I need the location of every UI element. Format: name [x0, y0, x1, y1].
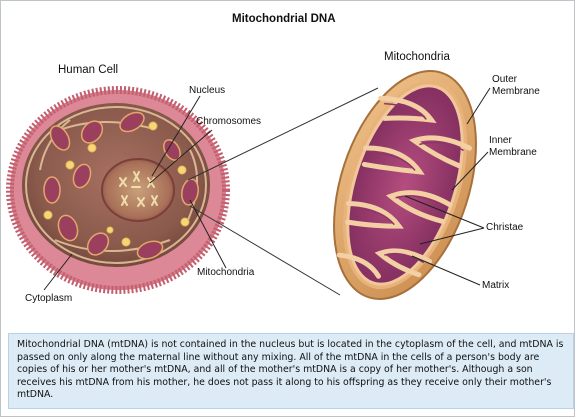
mitochondria-heading: Mitochondria [384, 51, 450, 63]
label-christae: Christae [486, 222, 524, 233]
label-inner-membrane-line1: Inner [489, 135, 512, 146]
label-cytoplasm: Cytoplasm [25, 293, 73, 304]
label-mitochondria: Mitochondria [197, 267, 255, 278]
label-nucleus: Nucleus [189, 85, 226, 96]
caption-box: Mitochondrial DNA (mtDNA) is not contained in the nucleus but is located in the cytoplasm of the cell, and mtDNA is passed on only along the maternal line without any mixing. All of the mtDNA in the cells of a person's body are copies of his or her mother's mtDNA, and all of the mother's mtDNA is a copy of her mother's. Although a son receives his mtDNA from his mother, he does not pass it along to his offspring as they receive only their mother's mtDNA. [8, 333, 574, 409]
human-cell [10, 90, 226, 290]
nucleus [102, 159, 174, 221]
label-outer-membrane-line2: Membrane [492, 86, 540, 97]
label-matrix: Matrix [482, 280, 510, 291]
label-inner-membrane-line2: Membrane [489, 147, 537, 158]
zoomed-mitochondrion [308, 53, 503, 317]
label-chromosomes: Chromosomes [196, 116, 262, 127]
human-cell-heading: Human Cell [58, 64, 119, 76]
label-outer-membrane-line1: Outer [492, 74, 518, 85]
diagram-title: Mitochondrial DNA [232, 13, 336, 25]
